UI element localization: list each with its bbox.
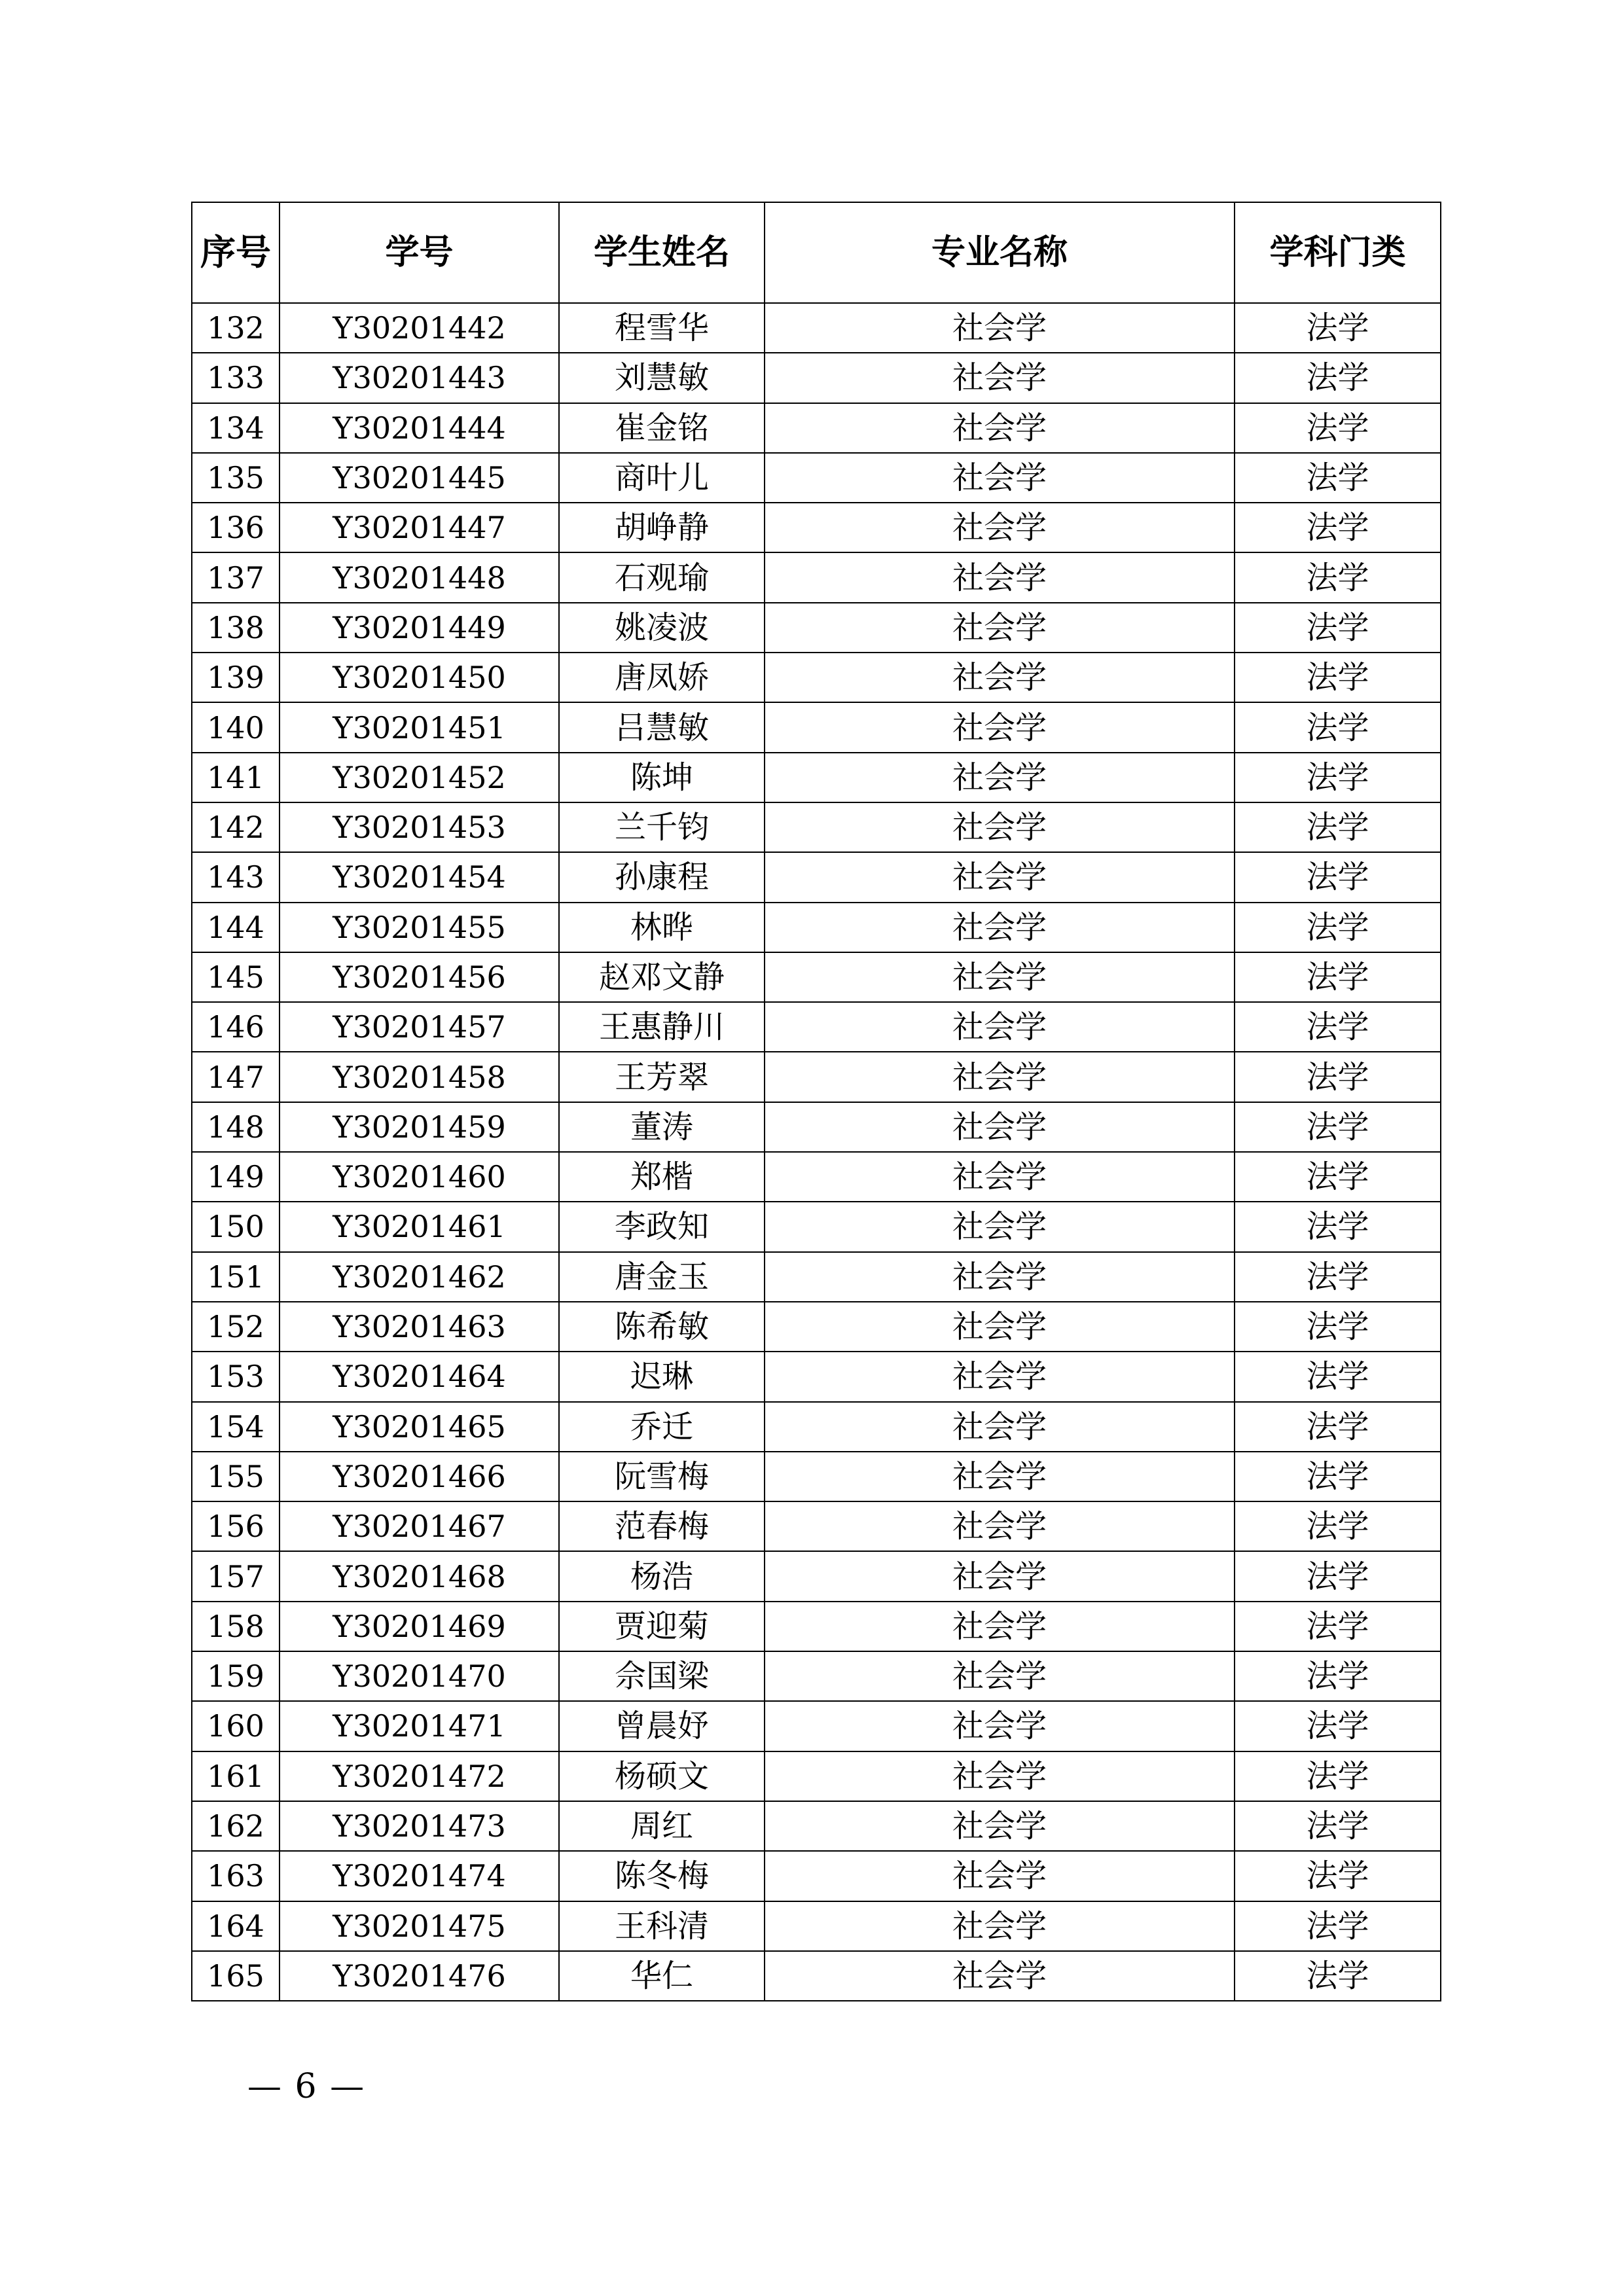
table-row [192, 1252, 1441, 1302]
cell-category: 法学 [1235, 1302, 1441, 1352]
cell-major: 社会学 [765, 1452, 1235, 1501]
cell-student-name: 陈希敏 [559, 1302, 765, 1352]
cell-seq: 162 [192, 1801, 280, 1851]
header-category: 学科门类 [1235, 202, 1441, 303]
table-row [192, 1751, 1441, 1801]
cell-category: 法学 [1235, 1152, 1441, 1202]
table-row [192, 1602, 1441, 1651]
cell-major: 社会学 [765, 603, 1235, 653]
cell-seq: 160 [192, 1701, 280, 1751]
cell-category: 法学 [1235, 1202, 1441, 1251]
cell-student-id: Y30201449 [280, 603, 559, 653]
cell-major: 社会学 [765, 1252, 1235, 1302]
cell-student-name: 兰千钧 [559, 802, 765, 852]
table-row [192, 802, 1441, 852]
cell-seq: 142 [192, 802, 280, 852]
cell-seq: 148 [192, 1102, 280, 1152]
cell-major: 社会学 [765, 1951, 1235, 2001]
cell-major: 社会学 [765, 1901, 1235, 1951]
table-row [192, 403, 1441, 453]
cell-seq: 159 [192, 1651, 280, 1701]
header-seq: 序号 [192, 202, 280, 303]
cell-student-name: 唐金玉 [559, 1252, 765, 1302]
table-row [192, 1951, 1441, 2001]
cell-seq: 164 [192, 1901, 280, 1951]
cell-seq: 137 [192, 552, 280, 602]
cell-seq: 152 [192, 1302, 280, 1352]
header-student-id: 学号 [280, 202, 559, 303]
cell-student-name: 佘国梁 [559, 1651, 765, 1701]
cell-student-name: 阮雪梅 [559, 1452, 765, 1501]
table-row [192, 503, 1441, 552]
table-row [192, 1352, 1441, 1401]
cell-seq: 149 [192, 1152, 280, 1202]
cell-seq: 143 [192, 852, 280, 902]
cell-student-name: 陈坤 [559, 753, 765, 802]
cell-category: 法学 [1235, 1801, 1441, 1851]
cell-category: 法学 [1235, 303, 1441, 353]
cell-student-name: 商叶儿 [559, 453, 765, 503]
cell-category: 法学 [1235, 1452, 1441, 1501]
cell-student-id: Y30201460 [280, 1152, 559, 1202]
cell-major: 社会学 [765, 1602, 1235, 1651]
cell-major: 社会学 [765, 552, 1235, 602]
cell-seq: 158 [192, 1602, 280, 1651]
cell-student-name: 华仁 [559, 1951, 765, 2001]
table-row [192, 753, 1441, 802]
table-row [192, 1202, 1441, 1251]
table-row [192, 1102, 1441, 1152]
cell-student-id: Y30201454 [280, 852, 559, 902]
cell-major: 社会学 [765, 1102, 1235, 1152]
table-row [192, 552, 1441, 602]
cell-student-name: 胡峥静 [559, 503, 765, 552]
page-number: — 6 — [247, 2067, 366, 2106]
cell-seq: 155 [192, 1452, 280, 1501]
cell-seq: 146 [192, 1002, 280, 1052]
cell-student-name: 范春梅 [559, 1501, 765, 1551]
cell-student-id: Y30201442 [280, 303, 559, 353]
cell-major: 社会学 [765, 503, 1235, 552]
cell-category: 法学 [1235, 1402, 1441, 1452]
cell-major: 社会学 [765, 1801, 1235, 1851]
cell-category: 法学 [1235, 1951, 1441, 2001]
cell-seq: 132 [192, 303, 280, 353]
cell-seq: 156 [192, 1501, 280, 1551]
cell-student-id: Y30201471 [280, 1701, 559, 1751]
cell-student-id: Y30201464 [280, 1352, 559, 1401]
cell-major: 社会学 [765, 1302, 1235, 1352]
cell-seq: 147 [192, 1052, 280, 1102]
cell-student-name: 陈冬梅 [559, 1851, 765, 1901]
cell-category: 法学 [1235, 552, 1441, 602]
cell-category: 法学 [1235, 802, 1441, 852]
cell-category: 法学 [1235, 1602, 1441, 1651]
table-row [192, 1152, 1441, 1202]
cell-student-name: 王芳翠 [559, 1052, 765, 1102]
cell-category: 法学 [1235, 603, 1441, 653]
cell-major: 社会学 [765, 1501, 1235, 1551]
cell-student-name: 赵邓文静 [559, 952, 765, 1002]
cell-category: 法学 [1235, 852, 1441, 902]
cell-major: 社会学 [765, 1651, 1235, 1701]
cell-category: 法学 [1235, 903, 1441, 952]
cell-student-id: Y30201459 [280, 1102, 559, 1152]
cell-category: 法学 [1235, 753, 1441, 802]
cell-student-name: 刘慧敏 [559, 353, 765, 403]
table-header-row [192, 202, 1441, 303]
cell-category: 法学 [1235, 1751, 1441, 1801]
cell-major: 社会学 [765, 1352, 1235, 1401]
cell-seq: 144 [192, 903, 280, 952]
table-row [192, 952, 1441, 1002]
cell-category: 法学 [1235, 1102, 1441, 1152]
cell-major: 社会学 [765, 802, 1235, 852]
cell-student-id: Y30201475 [280, 1901, 559, 1951]
cell-student-name: 乔迁 [559, 1402, 765, 1452]
cell-student-name: 杨浩 [559, 1551, 765, 1601]
cell-student-name: 程雪华 [559, 303, 765, 353]
cell-student-name: 董涛 [559, 1102, 765, 1152]
cell-major: 社会学 [765, 1152, 1235, 1202]
cell-major: 社会学 [765, 1701, 1235, 1751]
cell-student-id: Y30201467 [280, 1501, 559, 1551]
cell-seq: 136 [192, 503, 280, 552]
cell-student-id: Y30201466 [280, 1452, 559, 1501]
cell-major: 社会学 [765, 1002, 1235, 1052]
cell-seq: 150 [192, 1202, 280, 1251]
cell-student-id: Y30201473 [280, 1801, 559, 1851]
cell-seq: 157 [192, 1551, 280, 1601]
cell-student-name: 王科清 [559, 1901, 765, 1951]
cell-major: 社会学 [765, 1751, 1235, 1801]
table-row [192, 1701, 1441, 1751]
cell-student-name: 唐凤娇 [559, 653, 765, 702]
cell-category: 法学 [1235, 1851, 1441, 1901]
table-row [192, 1551, 1441, 1601]
cell-category: 法学 [1235, 702, 1441, 752]
cell-student-id: Y30201465 [280, 1402, 559, 1452]
cell-student-id: Y30201453 [280, 802, 559, 852]
cell-seq: 133 [192, 353, 280, 403]
cell-student-id: Y30201461 [280, 1202, 559, 1251]
cell-student-id: Y30201451 [280, 702, 559, 752]
table-row [192, 1651, 1441, 1701]
cell-student-id: Y30201452 [280, 753, 559, 802]
cell-category: 法学 [1235, 1901, 1441, 1951]
table-row [192, 1851, 1441, 1901]
cell-student-name: 迟琳 [559, 1352, 765, 1401]
cell-seq: 151 [192, 1252, 280, 1302]
cell-student-id: Y30201447 [280, 503, 559, 552]
cell-student-name: 曾晨妤 [559, 1701, 765, 1751]
cell-seq: 153 [192, 1352, 280, 1401]
cell-category: 法学 [1235, 1052, 1441, 1102]
table-row [192, 702, 1441, 752]
cell-student-id: Y30201476 [280, 1951, 559, 2001]
cell-student-name: 孙康程 [559, 852, 765, 902]
table-row [192, 653, 1441, 702]
table-row [192, 603, 1441, 653]
cell-student-id: Y30201455 [280, 903, 559, 952]
cell-student-id: Y30201443 [280, 353, 559, 403]
table-row [192, 1501, 1441, 1551]
cell-major: 社会学 [765, 1851, 1235, 1901]
cell-student-name: 吕慧敏 [559, 702, 765, 752]
cell-major: 社会学 [765, 1402, 1235, 1452]
table-row [192, 1901, 1441, 1951]
cell-student-name: 李政知 [559, 1202, 765, 1251]
cell-student-id: Y30201462 [280, 1252, 559, 1302]
cell-category: 法学 [1235, 403, 1441, 453]
cell-student-id: Y30201463 [280, 1302, 559, 1352]
table-row [192, 303, 1441, 353]
cell-major: 社会学 [765, 852, 1235, 902]
table-row [192, 453, 1441, 503]
cell-category: 法学 [1235, 353, 1441, 403]
cell-student-id: Y30201457 [280, 1002, 559, 1052]
cell-student-name: 王惠静川 [559, 1002, 765, 1052]
cell-student-id: Y30201474 [280, 1851, 559, 1901]
cell-seq: 161 [192, 1751, 280, 1801]
cell-category: 法学 [1235, 1651, 1441, 1701]
table-row [192, 1801, 1441, 1851]
cell-major: 社会学 [765, 1052, 1235, 1102]
header-major: 专业名称 [765, 202, 1235, 303]
cell-seq: 140 [192, 702, 280, 752]
cell-student-id: Y30201456 [280, 952, 559, 1002]
cell-category: 法学 [1235, 1501, 1441, 1551]
cell-category: 法学 [1235, 1002, 1441, 1052]
table-row [192, 1402, 1441, 1452]
cell-category: 法学 [1235, 1551, 1441, 1601]
table-row [192, 852, 1441, 902]
cell-student-name: 林晔 [559, 903, 765, 952]
cell-student-id: Y30201450 [280, 653, 559, 702]
cell-student-id: Y30201444 [280, 403, 559, 453]
cell-major: 社会学 [765, 1202, 1235, 1251]
cell-seq: 154 [192, 1402, 280, 1452]
cell-category: 法学 [1235, 503, 1441, 552]
table-row [192, 1302, 1441, 1352]
cell-seq: 135 [192, 453, 280, 503]
cell-student-name: 贾迎菊 [559, 1602, 765, 1651]
cell-student-id: Y30201469 [280, 1602, 559, 1651]
cell-student-name: 周红 [559, 1801, 765, 1851]
cell-student-name: 郑楷 [559, 1152, 765, 1202]
cell-seq: 145 [192, 952, 280, 1002]
table-row [192, 1002, 1441, 1052]
student-list-table [191, 202, 1441, 2001]
cell-category: 法学 [1235, 1701, 1441, 1751]
header-student-name: 学生姓名 [559, 202, 765, 303]
cell-student-name: 石观瑜 [559, 552, 765, 602]
cell-category: 法学 [1235, 1252, 1441, 1302]
table-row [192, 353, 1441, 403]
cell-category: 法学 [1235, 952, 1441, 1002]
cell-major: 社会学 [765, 1551, 1235, 1601]
cell-category: 法学 [1235, 653, 1441, 702]
cell-seq: 139 [192, 653, 280, 702]
cell-student-id: Y30201448 [280, 552, 559, 602]
cell-major: 社会学 [765, 403, 1235, 453]
cell-student-id: Y30201470 [280, 1651, 559, 1701]
cell-major: 社会学 [765, 453, 1235, 503]
cell-student-name: 杨硕文 [559, 1751, 765, 1801]
cell-category: 法学 [1235, 453, 1441, 503]
cell-student-id: Y30201472 [280, 1751, 559, 1801]
cell-major: 社会学 [765, 653, 1235, 702]
cell-seq: 165 [192, 1951, 280, 2001]
cell-student-name: 崔金铭 [559, 403, 765, 453]
table-body [192, 303, 1441, 2001]
cell-major: 社会学 [765, 753, 1235, 802]
cell-seq: 138 [192, 603, 280, 653]
cell-major: 社会学 [765, 952, 1235, 1002]
cell-major: 社会学 [765, 303, 1235, 353]
cell-major: 社会学 [765, 353, 1235, 403]
cell-student-id: Y30201445 [280, 453, 559, 503]
table-row [192, 903, 1441, 952]
table-row [192, 1052, 1441, 1102]
cell-student-id: Y30201458 [280, 1052, 559, 1102]
cell-seq: 134 [192, 403, 280, 453]
cell-major: 社会学 [765, 702, 1235, 752]
table-row [192, 1452, 1441, 1501]
cell-seq: 163 [192, 1851, 280, 1901]
cell-student-id: Y30201468 [280, 1551, 559, 1601]
cell-student-name: 姚凌波 [559, 603, 765, 653]
cell-category: 法学 [1235, 1352, 1441, 1401]
cell-seq: 141 [192, 753, 280, 802]
cell-major: 社会学 [765, 903, 1235, 952]
